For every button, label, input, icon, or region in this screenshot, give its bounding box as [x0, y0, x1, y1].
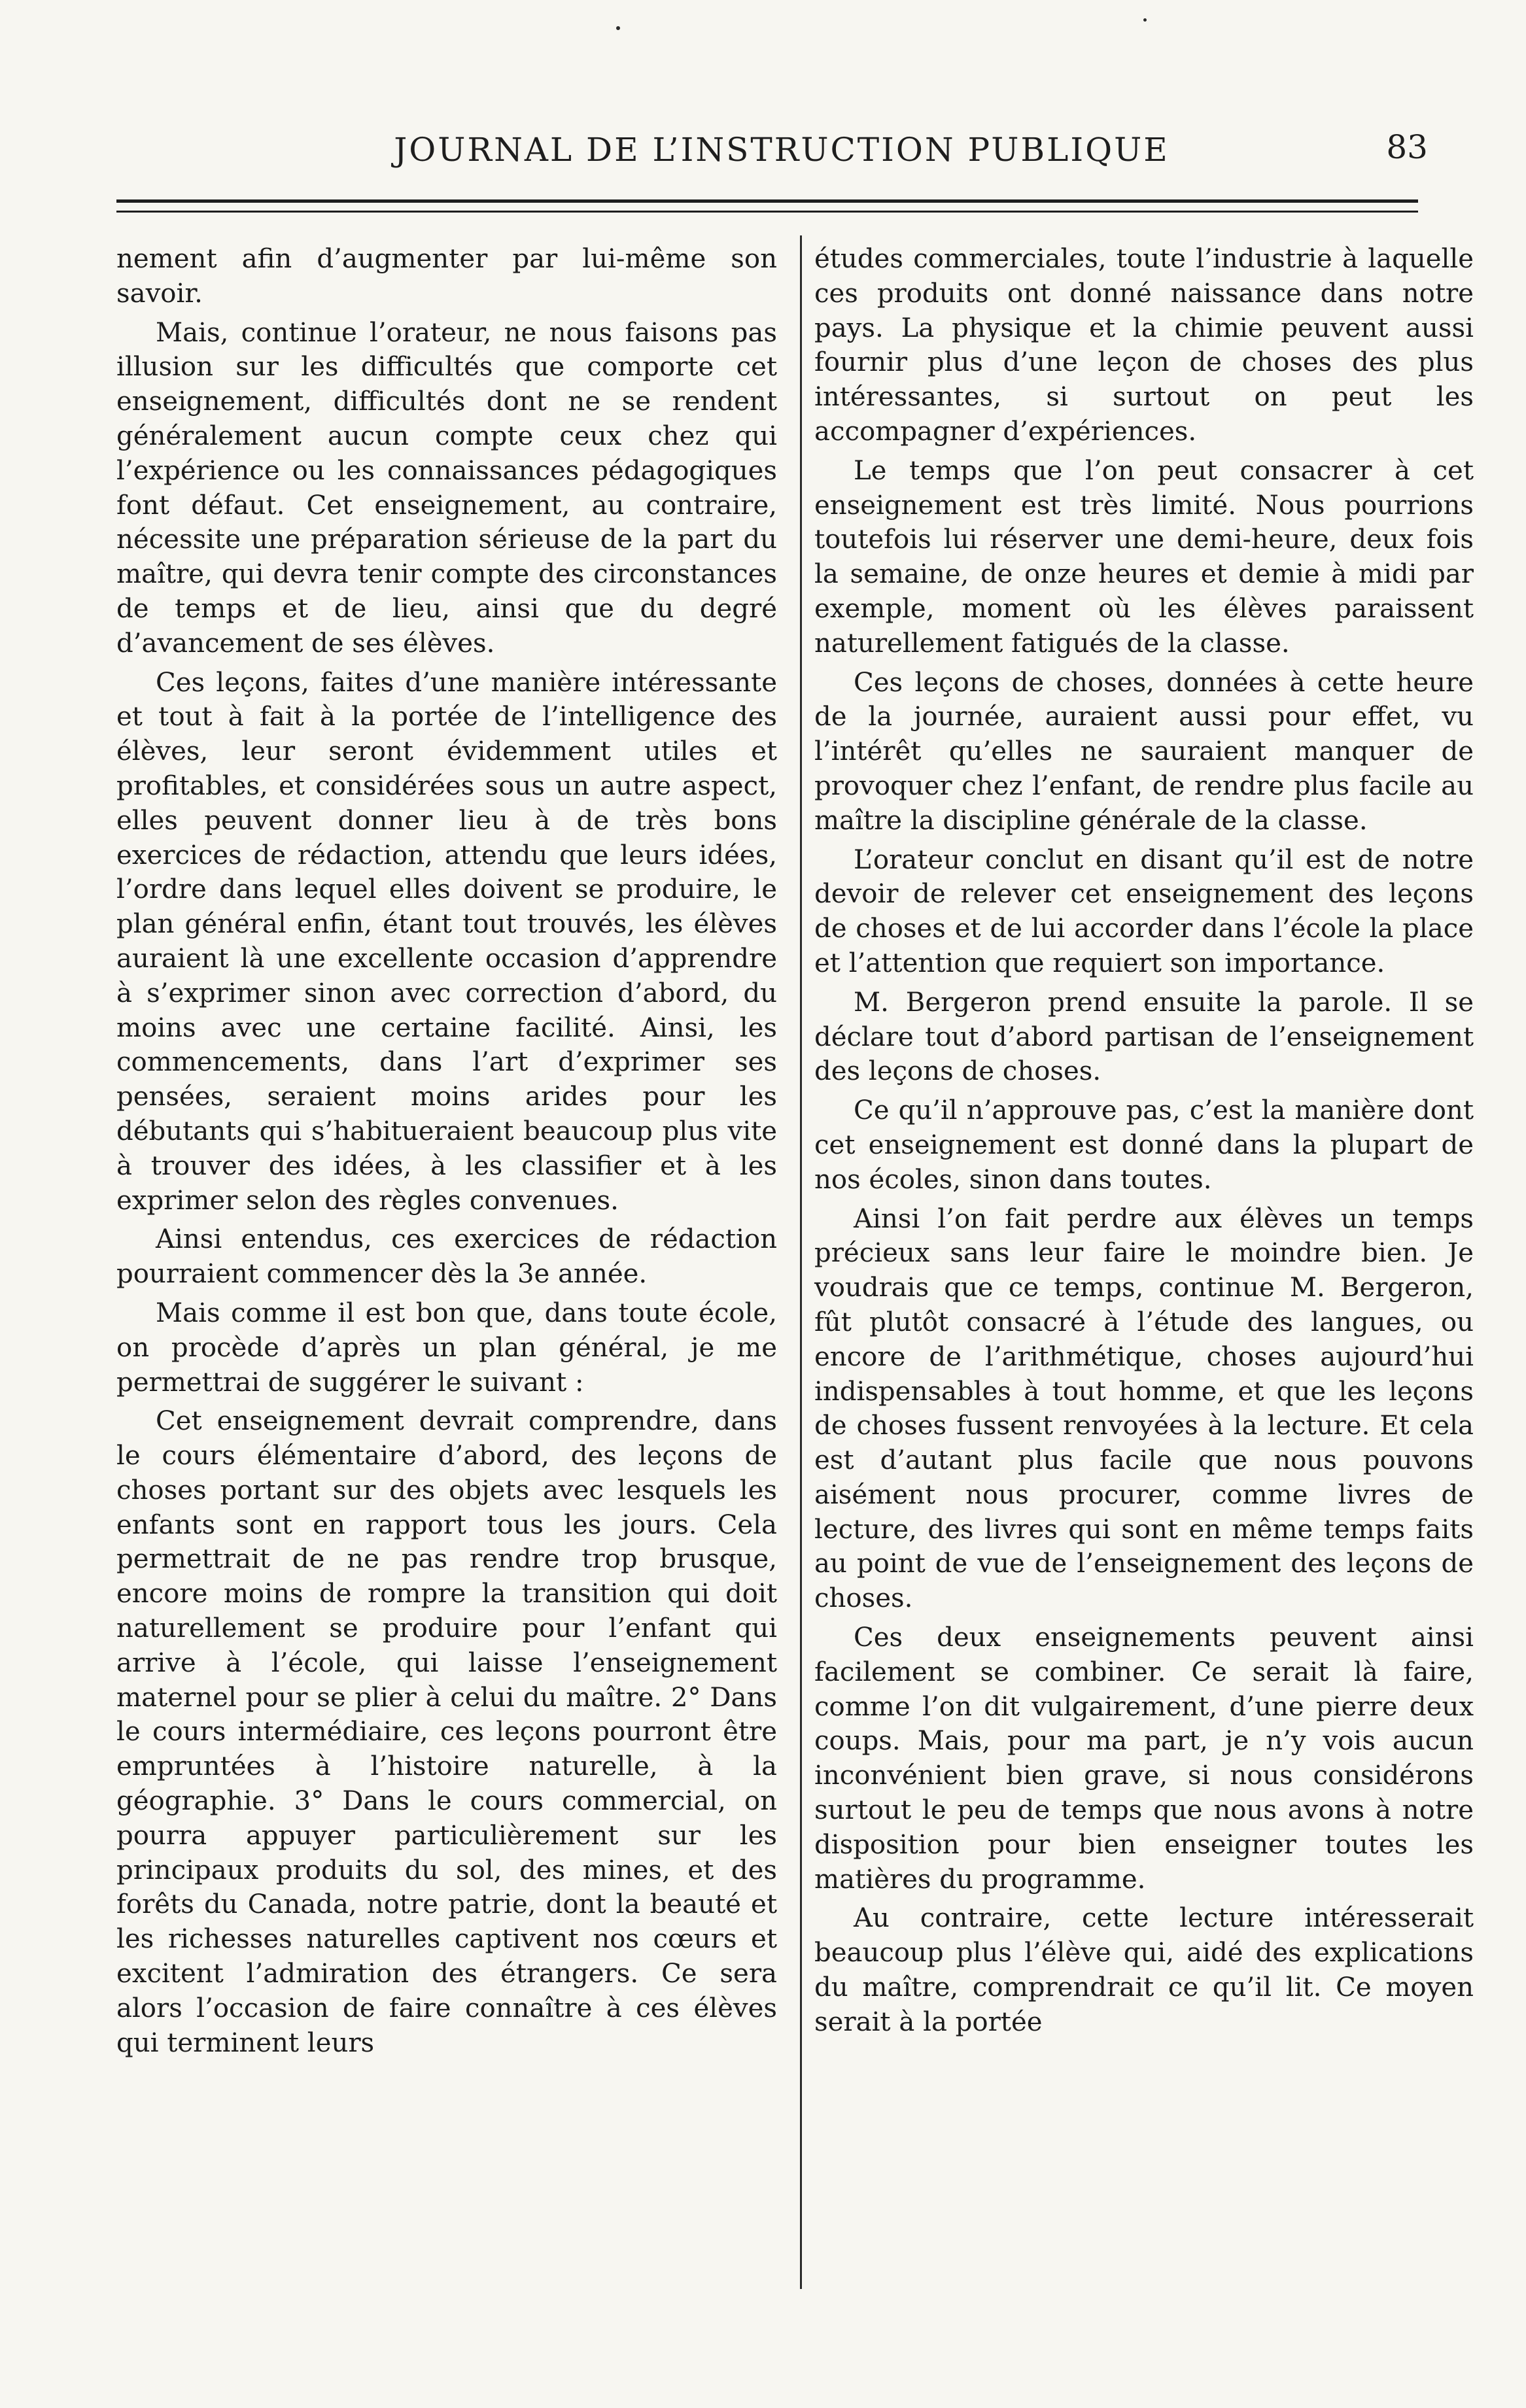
- paragraph: Ces deux enseignements peuvent ainsi facilement se combiner. Ce serait là faire, comme l’on dit vulgairement, d’une pierre deux coups. Mais, pour ma part, je n’y vois aucun inconvénient bien grave, si nous considérons surtout le peu de temps que nous avons à notre disposition pour bien enseigner toutes les matières du programme.: [814, 1623, 1474, 1895]
- left-column: [116, 242, 777, 2060]
- paragraph: Au contraire, cette lecture intéresserait beaucoup plus l’élève qui, aidé des explications du maître, comprendrait ce qu’il lit. Ce moyen serait à la portée: [814, 1903, 1474, 2037]
- paragraph: Cet enseignement devrait comprendre, dans le cours élémentaire d’abord, des leçons de choses portant sur des objets avec lesquels les enfants sont en rapport tous les jours. Cela permettrait de ne pas rendre trop brusque, encore moins de rompre la transition qui doit naturellement se produire pour l’enfant qui arrive à l’école, qui laisse l’enseignement maternel pour se plier à celui du maître. 2° Dans le cours intermédiaire, ces leçons pourront être empruntées à l’histoire naturelle, à la géographie. 3° Dans le cours commercial, on pourra appuyer particulièrement sur les principaux produits du sol, des mines, et des forêts du Canada, notre patrie, dont la beauté et les richesses naturelles captivent nos cœurs et excitent l’admiration des étrangers. Ce sera alors l’occasion de faire connaître à ces élèves qui terminent leurs: [116, 1406, 777, 2058]
- paragraph: Ces leçons, faites d’une manière intéressante et tout à fait à la portée de l’intelligence des élèves, leur seront évidemment utiles et profitables, et considérées sous un autre aspect, elles peuvent donner lieu à de très bons exercices de rédaction, attendu que leurs idées, l’ordre dans lequel elles doivent se produire, le plan général enfin, étant tout trouvés, les élèves auraient là une excellente occasion d’apprendre à s’exprimer sinon avec correction d’abord, du moins avec une certaine facilité. Ainsi, les commencements, dans l’art d’exprimer ses pensées, seraient moins arides pour les débutants qui s’habitueraient beaucoup plus vite à trouver des idées, à les classifier et à les exprimer selon des règles convenues.: [116, 667, 777, 1216]
- paragraph: L’orateur conclut en disant qu’il est de notre devoir de relever cet enseignement des leçons de choses et de lui accorder dans l’école la place et l’attention que requiert son importance.: [814, 844, 1474, 978]
- header-rule-thick: [116, 199, 1418, 203]
- column-divider: [800, 235, 802, 2289]
- paragraph: Le temps que l’on peut consacrer à cet enseignement est très limité. Nous pourrions toutefois lui réserver une demi-heure, deux fois la semaine, de onze heures et demie à midi par exemple, moment où les élèves paraissent naturellement fatigués de la classe.: [814, 455, 1474, 659]
- paragraph: Mais, continue l’orateur, ne nous faisons pas illusion sur les difficultés que comporte cet enseignement, difficultés dont ne se rendent généralement aucun compte ceux chez qui l’expérience ou les connaissances pédagogiques font défaut. Cet enseignement, au contraire, nécessite une préparation sérieuse de la part du maître, qui devra tenir compte des circonstances de temps et de lieu, ainsi que du degré d’avancement de ses élèves.: [116, 317, 777, 659]
- paragraph: Ces leçons de choses, données à cette heure de la journée, auraient aussi pour effet, vu l’intérêt qu’elles ne sauraient manquer de provoquer chez l’enfant, de rendre plus facile au maître la discipline générale de la classe.: [814, 667, 1474, 836]
- paragraph: M. Bergeron prend ensuite la parole. Il se déclare tout d’abord partisan de l’enseignement des leçons de choses.: [814, 987, 1474, 1087]
- paragraph: Ainsi l’on fait perdre aux élèves un temps précieux sans leur faire le moindre bien. Je voudrais que ce temps, continue M. Bergeron, fût plutôt consacré à l’étude des langues, ou encore de l’arithmétique, choses aujourd’hui indispensables à tout homme, et que les leçons de choses fussent renvoyées à la lecture. Et cela est d’autant plus facile que nous pouvons aisément nous procurer, comme livres de lecture, des livres qui sont en même temps faits au point de vue de l’enseignement des leçons de choses.: [814, 1203, 1474, 1614]
- scan-speck: [1143, 18, 1147, 22]
- right-column: [814, 242, 1474, 2040]
- paragraph: Mais comme il est bon que, dans toute école, on procède d’après un plan général, je me permettrai de suggérer le suivant :: [116, 1298, 777, 1398]
- paragraph: nement afin d’augmenter par lui-même son savoir.: [116, 244, 777, 309]
- running-header-title: JOURNAL DE L’INSTRUCTION PUBLIQUE: [394, 131, 1170, 169]
- paragraph: Ce qu’il n’approuve pas, c’est la manière dont cet enseignement est donné dans la plupart de nos écoles, sinon dans toutes.: [814, 1095, 1474, 1195]
- paragraph: Ainsi entendus, ces exercices de rédaction pourraient commencer dès la 3e année.: [116, 1224, 777, 1290]
- paragraph: études commerciales, toute l’industrie à laquelle ces produits ont donné naissance dans notre pays. La physique et la chimie peuvent aussi fournir plus d’une leçon de choses des plus intéressantes, si surtout on peut les accompagner d’expériences.: [814, 244, 1474, 447]
- scan-speck: [616, 26, 620, 30]
- header-rule-thin: [116, 211, 1418, 213]
- page-number: 83: [1386, 128, 1428, 166]
